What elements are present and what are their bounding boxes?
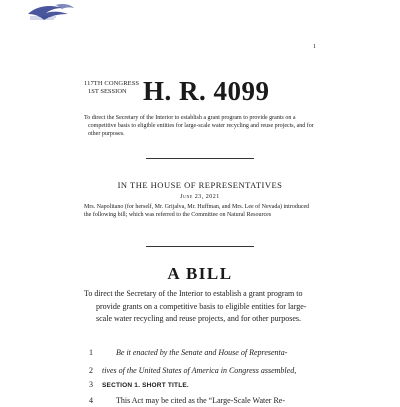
session-label: 1ST SESSION xyxy=(88,88,127,95)
sponsors-statement: Mrs. Napolitano (for herself, Mr. Grijalva, Mr. Huffman, and Mrs. Lee of Nevada) introduced the following bill; which was referred to the Committee on Natural Resources xyxy=(84,204,310,218)
gpo-eagle-logo-icon xyxy=(26,2,76,22)
bill-line xyxy=(84,365,324,377)
line-number: 3 xyxy=(89,380,93,389)
line-number: 1 xyxy=(89,348,93,357)
bill-number: H. R. 4099 xyxy=(143,76,270,106)
line-text: Be it enacted by the Senate and House of Representa- xyxy=(116,348,288,357)
house-heading: IN THE HOUSE OF REPRESENTATIVES xyxy=(117,180,283,190)
line-number: 4 xyxy=(89,396,93,405)
bill-line xyxy=(84,347,324,359)
divider-bottom xyxy=(146,246,254,247)
line-text: This Act may be cited as the “Large-Scale Water Re- xyxy=(116,396,285,405)
line-number: 2 xyxy=(89,366,93,375)
section-title: SECTION 1. SHORT TITLE. xyxy=(102,382,189,389)
a-bill-heading: A BILL xyxy=(167,264,233,283)
congress-label: 117TH CONGRESS xyxy=(84,80,140,87)
short-description: To direct the Secretary of the Interior to establish a grant program to provide grants on a competitive basis to eligible entities for large-scale water recycling and reuse projects, and for other purposes. xyxy=(84,115,314,137)
divider-top xyxy=(146,158,254,159)
bill-purpose: To direct the Secretary of the Interior to establish a grant program to provide grants on a competitive basis to eligible entities for large-scale water recycling and reuse projects, and for other purposes. xyxy=(84,289,307,323)
bill-line xyxy=(84,379,324,392)
bill-line xyxy=(84,395,324,407)
page-number: 1 xyxy=(313,44,316,50)
line-text: tives of the United States of America in Congress assembled, xyxy=(102,366,297,375)
introduction-date: June 23, 2021 xyxy=(180,194,220,200)
congress-session xyxy=(84,80,148,96)
